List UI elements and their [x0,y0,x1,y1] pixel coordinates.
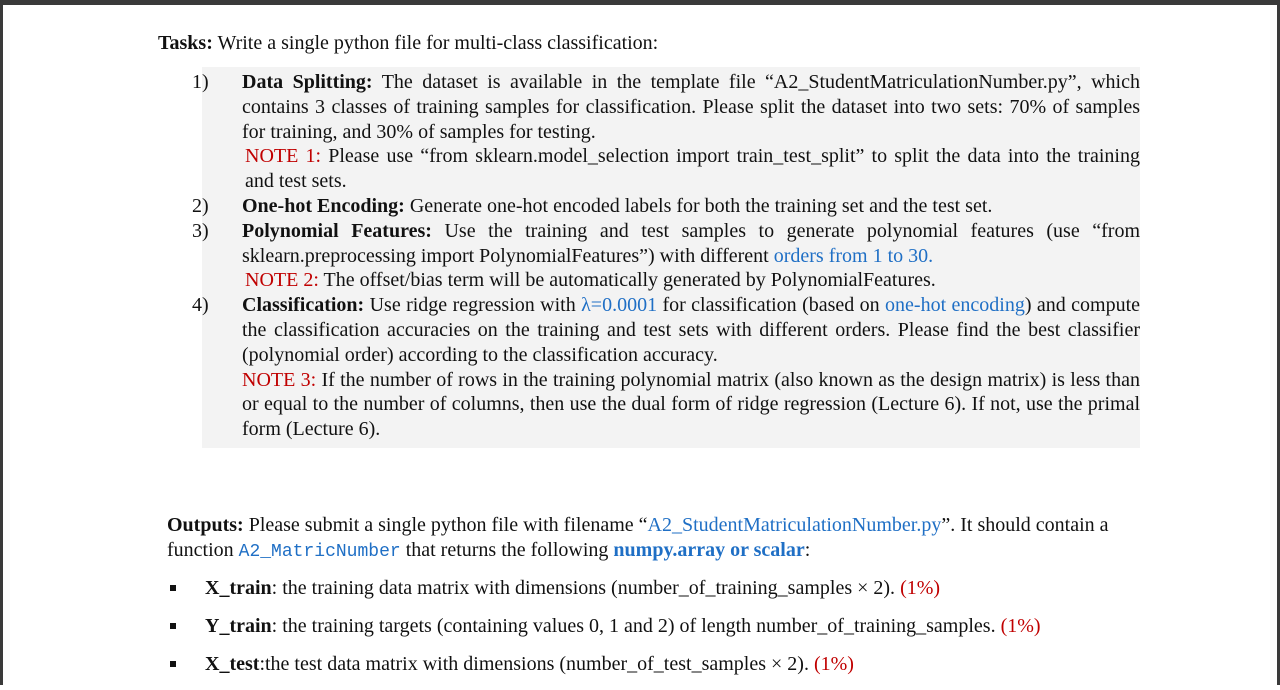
note-label: NOTE 1: [245,145,322,168]
tasks-heading [158,31,658,55]
output-list [167,576,1167,690]
task-description [242,70,1140,144]
task-description [242,293,1140,367]
task-text: ) and compute the classification accuracies on the training and test sets with different orders. Please find the best classifier (polynomial order) according to the classification accuracy. [242,294,1140,366]
task-note [242,368,1140,442]
output-name: X_train [205,577,272,599]
task-title: Data Splitting: [242,71,373,93]
outputs-text: that returns the following [400,538,614,561]
window-top-border [0,0,1280,5]
output-description: :the test data matrix with dimensions (number_of_test_samples × 2). [259,653,814,675]
outputs-paragraph [167,513,1127,565]
task-text: Use the training and test samples to generate polynomial features (use “from sklearn.preprocessing import PolynomialFeatures”) with different [242,219,1141,267]
task-item-polynomial-features [192,219,1141,293]
list-item [167,614,1167,652]
outputs-text: ”. It should contain a function [167,514,1109,561]
task-title: Classification: [242,294,365,317]
task-list [192,70,1141,442]
note-text: Please use “from sklearn.model_selection import train_test_split” to split the data into the training and test sets. [245,145,1140,193]
tasks-text: Write a single python file for multi-class classification: [212,32,659,54]
task-item-data-splitting [192,70,1140,194]
task-text: Use ridge regression with [364,294,582,317]
bullet-square-icon [170,585,176,591]
task-number: 1) [192,71,209,93]
lambda-value: λ=0.0001 [581,294,658,317]
task-note [242,144,1140,194]
task-number: 2) [192,194,209,217]
function-name: A2_MatricNumber [238,541,401,562]
note-label: NOTE 2: [245,269,319,292]
list-item [167,576,1167,614]
task-highlight: orders from 1 to 30. [773,244,934,267]
task-note [242,268,1140,293]
task-text: Generate one-hot encoded labels for both the training set and the test set. [404,194,993,217]
list-item [167,652,1167,690]
output-description: : the training targets (containing values 0, 1 and 2) of length number_of_training_samples. [271,615,1001,637]
output-name: X_test [205,653,260,675]
output-name: Y_train [205,615,272,637]
outputs-label: Outputs: [167,514,244,536]
task-title: One-hot Encoding: [242,194,405,217]
task-number: 4) [192,294,209,317]
task-number: 3) [192,219,209,242]
tasks-label: Tasks: [158,32,213,54]
note-label: NOTE 3: [242,368,317,391]
note-text: If the number of rows in the training polynomial matrix (also known as the design matrix) is less than or equal to the number of columns, then use the dual form of ridge regression (Lecture 6). If not, use the primal form (Lecture 6). [242,368,1140,441]
output-filename: A2_StudentMatriculationNumber.py [647,514,942,536]
output-mark: (1%) [900,577,941,599]
bullet-square-icon [170,623,176,629]
bullet-square-icon [170,661,176,667]
task-description [242,194,1140,219]
task-text: for classification (based on [657,294,886,317]
output-description: : the training data matrix with dimensions (number_of_training_samples × 2). [271,577,901,599]
task-item-classification [192,293,1140,442]
task-description [242,219,1140,269]
outputs-text: : [804,538,811,561]
output-mark: (1%) [1000,615,1041,637]
output-mark: (1%) [813,653,854,675]
task-title: Polynomial Features: [242,219,432,242]
return-types: numpy.array or scalar [613,538,805,561]
task-text: The dataset is available in the template file “A2_StudentMatriculationNumber.py”, which contains 3 classes of training samples for classification. Please split the dataset into two sets: 70% of samples for training, and 30% of samples for testing. [242,71,1140,143]
note-text: The offset/bias term will be automatically generated by PolynomialFeatures. [318,269,936,292]
task-highlight: one-hot encoding [885,294,1025,317]
task-item-one-hot-encoding [192,194,1140,219]
outputs-text: Please submit a single python file with filename “ [243,514,648,536]
window-left-border [0,0,3,685]
